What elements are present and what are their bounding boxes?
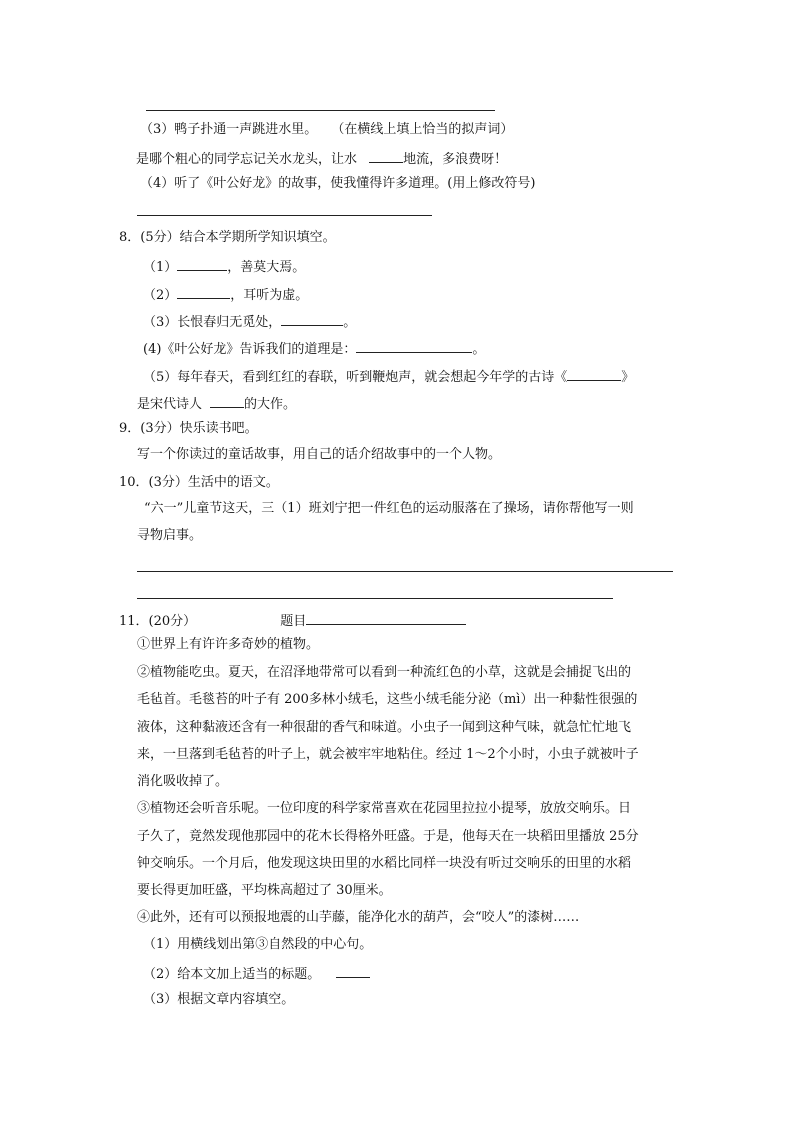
answer-line[interactable] (137, 215, 432, 216)
q11-paragraph-2-line4: 来，一旦落到毛毡苔的叶子上，就会被牢牢地粘住。经过 1～2个小时，小虫子就被叶子 (137, 747, 639, 762)
q11-paragraph-2-line1: ②植物能吃虫。夏天，在沼泽地带常可以看到一种流红色的小草，这就是会捕捉飞出的 (137, 665, 632, 680)
q11-paragraph-3-line1: ③植物还会听音乐呢。一位印度的科学家常喜欢在花园里拉拉小提琴，放放交响乐。日 (137, 801, 632, 816)
q7-s3-instruction: （在横线上填上恰当的拟声词） (331, 122, 514, 137)
item-text: 》 (621, 370, 635, 385)
q10-prompt-line2: 寻物启事。 (137, 528, 203, 543)
answer-line[interactable] (137, 571, 673, 572)
sentence-part: 是哪个粗心的同学忘记关水龙头，让水 (136, 152, 358, 167)
sentence-part: 地流，多浪费呀！ (403, 152, 508, 167)
answer-blank[interactable] (177, 256, 227, 271)
item-text: ，善莫大焉。 (227, 260, 306, 275)
q11-paragraph-2-line2: 毛毡首。毛毯苔的叶子有 200多林小绒毛，这些小绒毛能分泌（mì）出一种黏性很强的 (137, 692, 638, 707)
item-text: （5）每年春天，看到红红的春联，听到鞭炮声，就会想起今年学的古诗《 (143, 370, 568, 385)
q7-s3-line (140, 121, 513, 139)
title-blank[interactable] (306, 610, 466, 625)
q11-paragraph-4: ④此外，还有可以预报地震的山芋藤，能净化水的葫芦，会“咬人”的漆树…… (137, 910, 580, 925)
q11-paragraph-3-line4: 要长得更加旺盛，平均株高超过了 30厘米。 (137, 883, 392, 898)
q8-item-3 (143, 311, 356, 332)
answer-blank[interactable] (356, 338, 472, 353)
q11-paragraph-2-line3: 液体，这种黏液还含有一种很甜的香气和味道。小虫子一闻到这种气味，就急忙忙地飞 (137, 720, 632, 735)
answer-blank[interactable] (567, 366, 621, 381)
q11-subquestion-2-line (143, 963, 370, 984)
item-text: 是宋代诗人 (137, 397, 203, 412)
answer-blank[interactable] (210, 393, 244, 408)
q8-item-5-line2 (137, 393, 296, 414)
q11-header: 11．(20分） (119, 614, 197, 629)
q11-subquestion-2: （2）给本文加上适当的标题。 (143, 967, 321, 982)
q8-item-1 (143, 256, 305, 277)
item-text: （2） (143, 288, 178, 303)
q7-s3-label: （3）鸭子扑通一声跳进水里。 (140, 122, 318, 137)
q8-item-2 (143, 284, 308, 305)
q11-subquestion-1: （1）用横线划出第③自然段的中心句。 (143, 937, 373, 952)
q8-item-4 (143, 338, 485, 359)
q10-header: 10．(3分）生活中的语文。 (119, 475, 279, 490)
q8-item-5-line1 (143, 366, 634, 387)
answer-blank[interactable] (336, 963, 370, 978)
item-text: 。 (343, 315, 357, 330)
item-text: (4)《叶公好龙》告诉我们的道理是： (143, 342, 357, 357)
q11-paragraph-1: ①世界上有许许多奇妙的植物。 (137, 637, 320, 652)
title-label: 题目 (280, 614, 307, 629)
q9-header: 9．(3分）快乐读书吧。 (119, 421, 258, 436)
item-text: （1） (143, 260, 178, 275)
q11-subquestion-3: （3）根据文章内容填空。 (143, 992, 295, 1007)
item-text: ，耳听为虚。 (230, 288, 309, 303)
q11-paragraph-3-line2: 子久了，竟然发现他那园中的花木长得格外旺盛。于是，他每天在一块稻田里播放 25分 (137, 829, 639, 844)
answer-blank[interactable] (369, 148, 403, 163)
q11-header-line (119, 610, 466, 631)
answer-blank[interactable] (177, 284, 230, 299)
q7-s3-sentence (136, 148, 507, 169)
q11-paragraph-2-line5: 消化吸收掉了。 (137, 774, 229, 789)
answer-line[interactable] (137, 598, 613, 599)
q10-prompt-line1: “六一”儿童节这天，三（1）班刘宁把一件红色的运动服落在了操场，请你帮他写一则 (144, 501, 634, 516)
q9-prompt: 写一个你读过的童话故事，用自己的话介绍故事中的一个人物。 (137, 447, 502, 462)
q7-s4: （4）听了《叶公好龙》的故事，使我懂得许多道理。(用上修改符号) (140, 176, 536, 191)
item-text: 的大作。 (244, 397, 297, 412)
q8-header: 8．(5分）结合本学期所学知识填空。 (119, 230, 336, 245)
q11-paragraph-3-line3: 钟交响乐。一个月后，他发现这块田里的水稻比同样一块没有听过交响乐的田里的水稻 (137, 856, 632, 871)
answer-line[interactable] (146, 110, 495, 111)
item-text: （3）长恨春归无觅处， (143, 315, 282, 330)
item-text: 。 (472, 342, 486, 357)
answer-blank[interactable] (281, 311, 343, 326)
